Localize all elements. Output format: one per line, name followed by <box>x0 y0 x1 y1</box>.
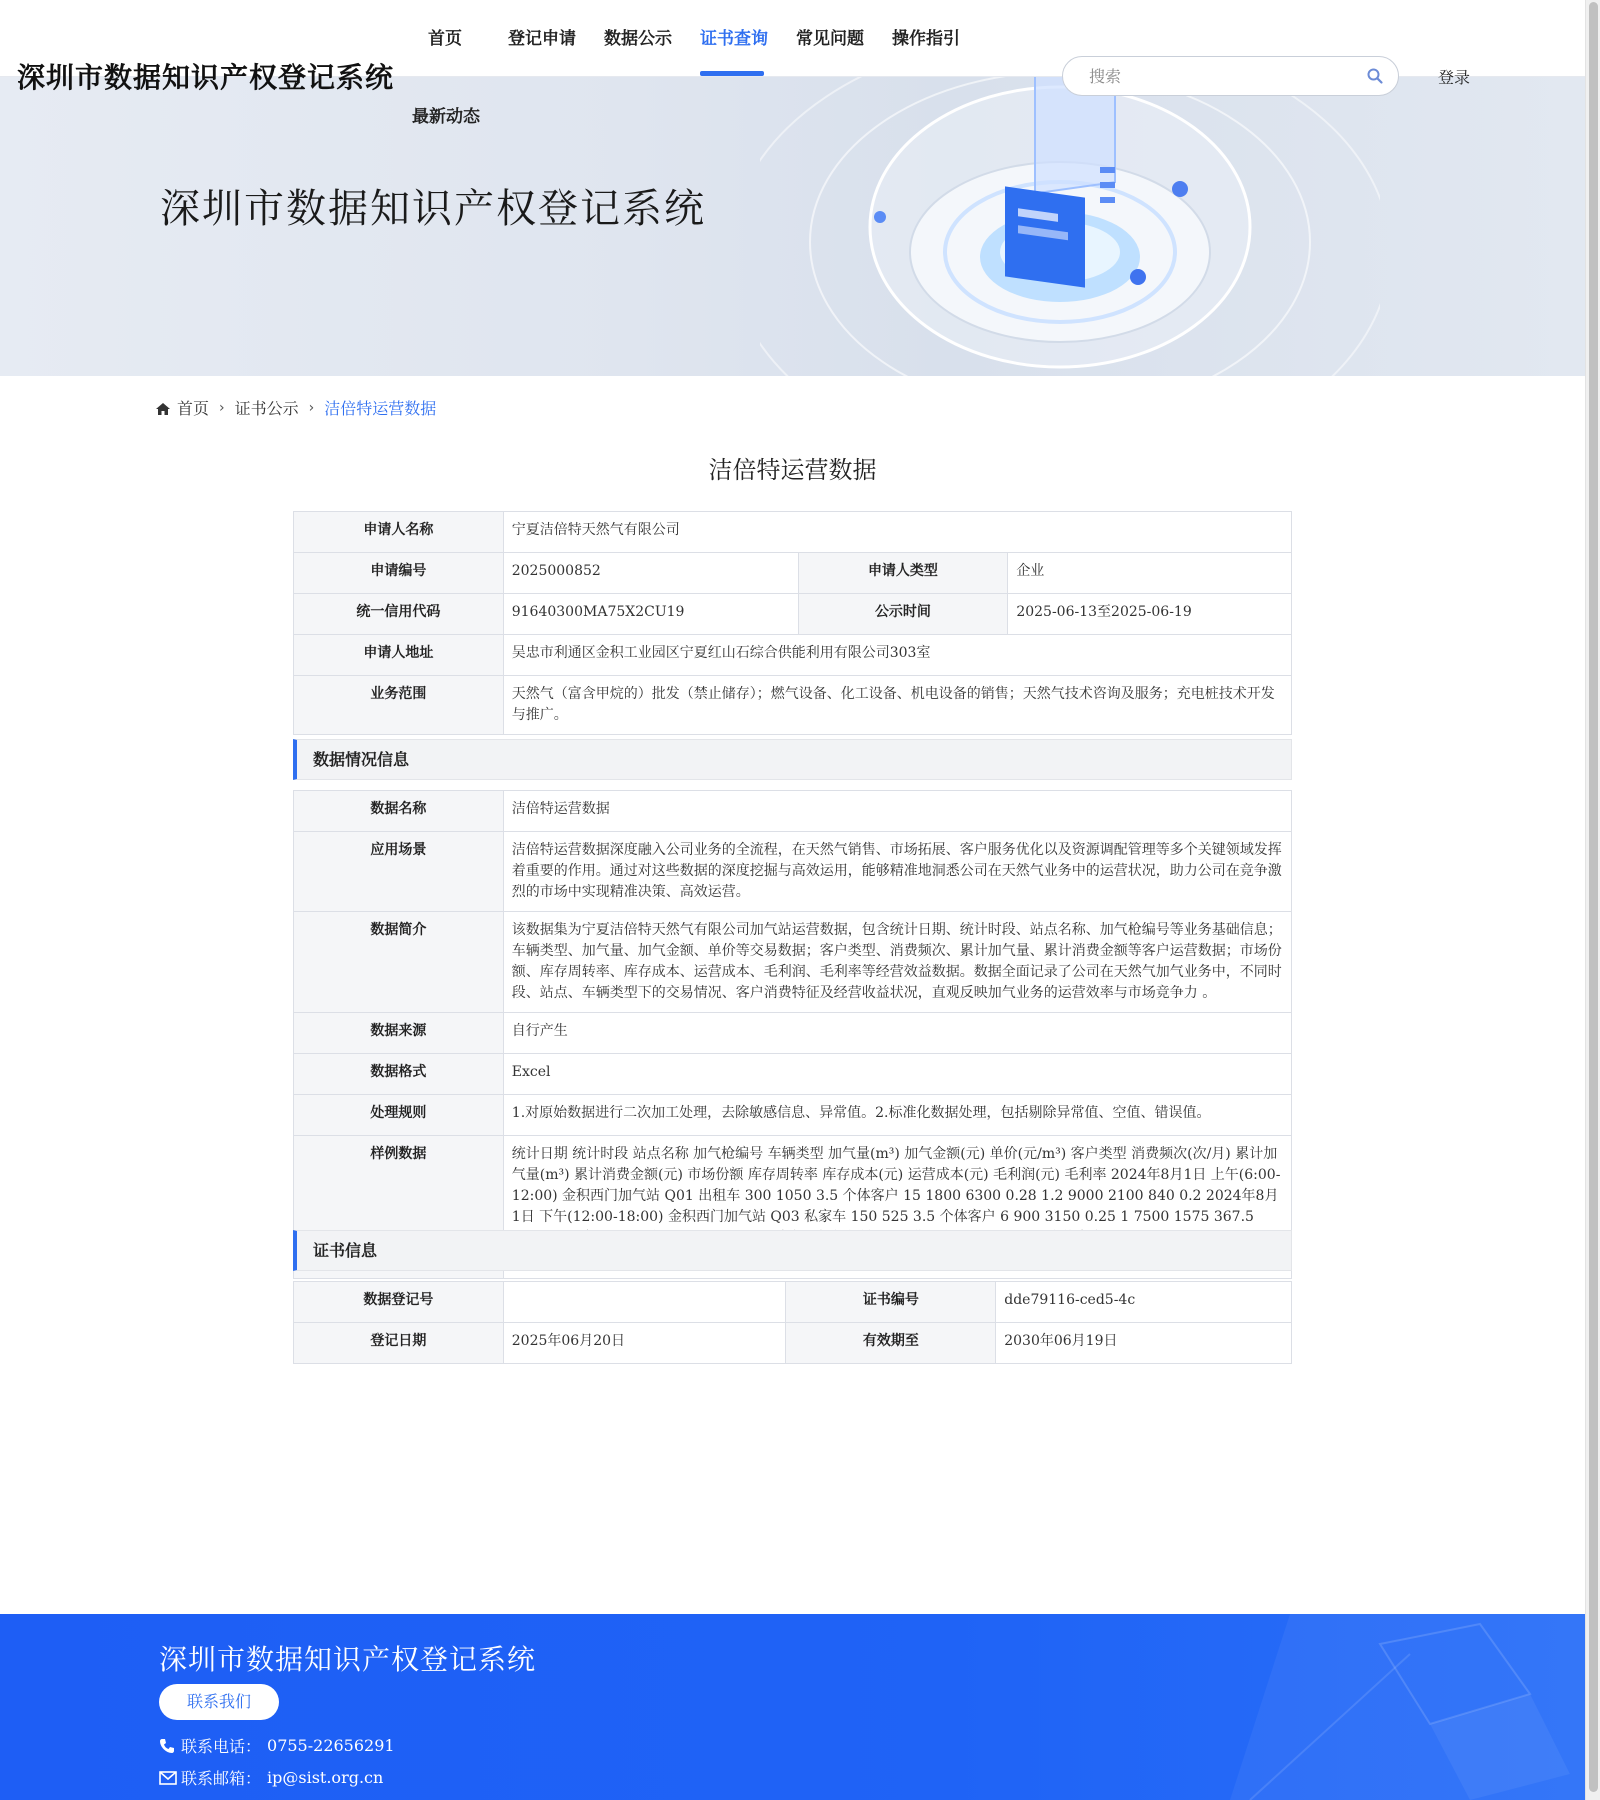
table-row <box>294 1095 1292 1136</box>
table-row <box>294 832 1292 912</box>
data-info-table <box>293 790 1292 1279</box>
nav-latest-news[interactable]: 最新动态 <box>412 107 480 127</box>
applicant-info-table <box>293 511 1292 735</box>
chevron-right-icon: › <box>308 399 315 416</box>
search-icon[interactable] <box>1366 67 1384 85</box>
data-format-value: Excel <box>503 1054 1291 1095</box>
application-no-value: 2025000852 <box>503 553 798 594</box>
credit-code-label: 统一信用代码 <box>294 594 504 635</box>
reg-date-label: 登记日期 <box>294 1323 504 1364</box>
banner-title: 深圳市数据知识产权登记系统 <box>160 186 706 232</box>
email-value[interactable]: ip@sist.org.cn <box>267 1768 384 1787</box>
phone-value: 0755-22656291 <box>267 1736 395 1755</box>
applicant-name-value: 宁夏洁倍特天然气有限公司 <box>503 512 1291 553</box>
hero-banner <box>0 77 1585 376</box>
cert-no-value: dde79116-ced5-4c <box>996 1282 1292 1323</box>
banner-illustration <box>760 77 1380 376</box>
scrollbar-thumb[interactable] <box>1589 2 1598 1792</box>
table-row <box>294 512 1292 553</box>
mail-icon <box>159 1770 175 1786</box>
application-no-label: 申请编号 <box>294 553 504 594</box>
business-scope-label: 业务范围 <box>294 676 504 735</box>
publicity-period-label: 公示时间 <box>798 594 1008 635</box>
data-intro-value: 该数据集为宁夏洁倍特天然气有限公司加气站运营数据，包含统计日期、统计时段、站点名称、加气枪编号等业务基础信息；车辆类型、加气量、加气金额、单价等交易数据；客户类型、消费频次、累计加气量、累计消费金额等客户运营数据；市场份额、库存周转率、库存成本、运营成本、毛利润、毛利率等经营效益数据。数据全面记录了公司在天然气加气业务中，不同时段、站点、车辆类型下的交易情况、客户消费特征及经营收益状况，直观反映加气业务的运营效率与市场竞争力 。 <box>503 912 1291 1013</box>
table-row <box>294 553 1292 594</box>
applicant-type-value: 企业 <box>1008 553 1292 594</box>
cert-info-table <box>293 1281 1292 1364</box>
table-row <box>294 676 1292 735</box>
active-nav-indicator <box>700 71 764 76</box>
phone-icon <box>159 1738 175 1754</box>
site-title: 深圳市数据知识产权登记系统 <box>17 61 395 94</box>
sample-data-label: 样例数据 <box>294 1136 504 1279</box>
login-link[interactable]: 登录 <box>1438 68 1471 87</box>
home-icon <box>155 401 171 415</box>
nav-guide[interactable]: 操作指引 <box>892 29 960 49</box>
credit-code-value: 91640300MA75X2CU19 <box>503 594 798 635</box>
application-scene-label: 应用场景 <box>294 832 504 912</box>
footer-decoration <box>1150 1614 1585 1800</box>
nav-faq[interactable]: 常见问题 <box>796 29 864 49</box>
data-name-label: 数据名称 <box>294 791 504 832</box>
table-row <box>294 1013 1292 1054</box>
nav-register-apply[interactable]: 登记申请 <box>508 29 576 49</box>
table-row <box>294 1054 1292 1095</box>
cert-info-heading: 证书信息 <box>293 1230 1292 1271</box>
data-intro-label: 数据简介 <box>294 912 504 1013</box>
table-row <box>294 635 1292 676</box>
email-label: 联系邮箱： <box>181 1769 262 1788</box>
chevron-right-icon: › <box>219 399 225 416</box>
footer-phone <box>159 1734 395 1757</box>
footer-title: 深圳市数据知识产权登记系统 <box>159 1643 537 1676</box>
search-box <box>1062 56 1399 96</box>
reg-no-value <box>503 1282 786 1323</box>
search-input[interactable] <box>1089 67 1366 86</box>
nav-data-publicity[interactable]: 数据公示 <box>604 29 672 49</box>
breadcrumb-home[interactable]: 首页 <box>177 399 210 418</box>
valid-until-label: 有效期至 <box>786 1323 996 1364</box>
breadcrumb-current: 洁倍特运营数据 <box>324 399 437 418</box>
breadcrumb <box>155 396 436 419</box>
site-footer <box>0 1614 1585 1800</box>
table-row <box>294 912 1292 1013</box>
data-info-heading: 数据情况信息 <box>293 739 1292 780</box>
applicant-address-label: 申请人地址 <box>294 635 504 676</box>
sample-data-value: 统计日期 统计时段 站点名称 加气枪编号 车辆类型 加气量(m³) 加气金额(元) 单价(元/m³) 客户类型 消费频次(次/月) 累计加气量(m³) 累计消费金额(元) 市场份额 库存周转率 库存成本(元) 运营成本(元) 毛利润(元) 毛利率 2024年8月1日 上午(6:00-12:00) 金积西门加气站 Q01 出租车 300 1050 3.5 个体客户 15 1800 6300 0.28 1.2 9000 2100 840 0.2 2024年8月1日 下午(12:00-18:00) 金积西门加气站 Q03 私家车 150 525 3.5 个体客户 6 900 3150 0.25 1 7500 1575 367.5 <box>503 1136 1291 1279</box>
table-row <box>294 1282 1292 1323</box>
reg-date-value: 2025年06月20日 <box>503 1323 786 1364</box>
publicity-period-value: 2025-06-13至2025-06-19 <box>1008 594 1292 635</box>
footer-email <box>159 1766 383 1789</box>
applicant-name-label: 申请人名称 <box>294 512 504 553</box>
cert-no-label: 证书编号 <box>786 1282 996 1323</box>
page-title: 洁倍特运营数据 <box>708 456 877 484</box>
data-name-value: 洁倍特运营数据 <box>503 791 1291 832</box>
table-row <box>294 1323 1292 1364</box>
data-source-value: 自行产生 <box>503 1013 1291 1054</box>
nav-certificate-query[interactable]: 证书查询 <box>700 29 768 49</box>
vertical-scrollbar[interactable] <box>1585 0 1600 1800</box>
processing-rule-value: 1.对原始数据进行二次加工处理，去除敏感信息、异常值。2.标准化数据处理，包括剔除异常值、空值、错误值。 <box>503 1095 1291 1136</box>
processing-rule-label: 处理规则 <box>294 1095 504 1136</box>
data-source-label: 数据来源 <box>294 1013 504 1054</box>
contact-us-button[interactable]: 联系我们 <box>159 1684 279 1720</box>
table-row <box>294 791 1292 832</box>
table-row <box>294 594 1292 635</box>
breadcrumb-cert-publicity[interactable]: 证书公示 <box>234 399 299 418</box>
valid-until-value: 2030年06月19日 <box>996 1323 1292 1364</box>
phone-label: 联系电话： <box>181 1737 262 1756</box>
applicant-type-label: 申请人类型 <box>798 553 1008 594</box>
applicant-address-value: 吴忠市利通区金积工业园区宁夏红山石综合供能利用有限公司303室 <box>503 635 1291 676</box>
reg-no-label: 数据登记号 <box>294 1282 504 1323</box>
nav-home[interactable]: 首页 <box>428 29 462 49</box>
business-scope-value: 天然气（富含甲烷的）批发（禁止储存）；燃气设备、化工设备、机电设备的销售；天然气技术咨询及服务；充电桩技术开发与推广。 <box>503 676 1291 735</box>
application-scene-value: 洁倍特运营数据深度融入公司业务的全流程，在天然气销售、市场拓展、客户服务优化以及资源调配管理等多个关键领域发挥着重要的作用。通过对这些数据的深度挖掘与高效运用，能够精准地洞悉公司在天然气业务中的运营状况，助力公司在竞争激烈的市场中实现精准决策、高效运营。 <box>503 832 1291 912</box>
data-format-label: 数据格式 <box>294 1054 504 1095</box>
top-header <box>0 0 1585 94</box>
